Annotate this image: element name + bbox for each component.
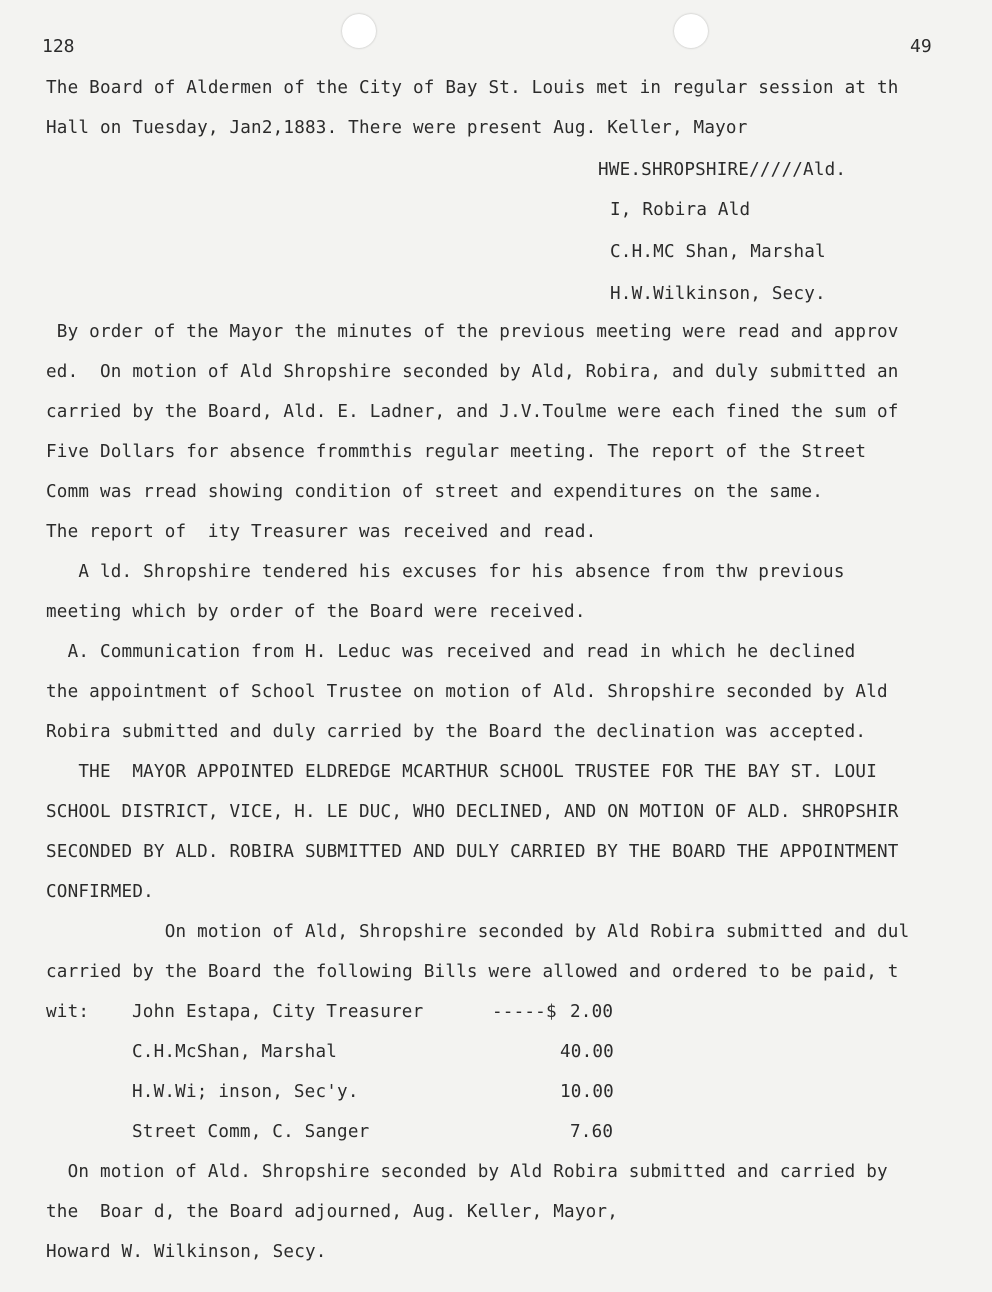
bill-amount: 2.00 (570, 1002, 614, 1022)
bills-lead: wit: (46, 1002, 90, 1022)
attendee-line: I, Robira Ald (610, 200, 751, 220)
bill-amount: 10.00 (560, 1082, 614, 1102)
body-line: SECONDED BY ALD. ROBIRA SUBMITTED AND DULY CARRIED BY THE BOARD THE APPOINTMENT (46, 842, 899, 862)
bill-payee: C.H.McShan, Marshal (132, 1042, 338, 1062)
closing-line: Howard W. Wilkinson, Secy. (46, 1242, 327, 1262)
bill-payee: H.W.Wi; inson, Sec'y. (132, 1082, 359, 1102)
body-line: A ld. Shropshire tendered his excuses for his absence from thw previous (46, 562, 845, 582)
body-line: The report of ity Treasurer was received and read. (46, 522, 597, 542)
page-number-left: 128 (42, 36, 75, 57)
body-line: ed. On motion of Ald Shropshire seconded by Ald, Robira, and duly submitted an (46, 362, 899, 382)
body-line: the appointment of School Trustee on motion of Ald. Shropshire seconded by Ald (46, 682, 888, 702)
body-line: By order of the Mayor the minutes of the previous meeting were read and approv (46, 322, 899, 342)
bill-leader: -----$ (492, 1002, 557, 1022)
body-line: Five Dollars for absence frommthis regular meeting. The report of the Street (46, 442, 867, 462)
body-line: Comm was rread showing condition of street and expenditures on the same. (46, 482, 824, 502)
closing-line: On motion of Ald. Shropshire seconded by Ald Robira submitted and carried by (46, 1162, 888, 1182)
minutes-header-line: The Board of Aldermen of the City of Bay St. Louis met in regular session at th (46, 78, 899, 98)
body-line: Robira submitted and duly carried by the Board the declination was accepted. (46, 722, 867, 742)
bill-amount: 40.00 (560, 1042, 614, 1062)
page-number-right: 49 (910, 36, 932, 57)
bill-amount: 7.60 (570, 1122, 614, 1142)
body-line: SCHOOL DISTRICT, VICE, H. LE DUC, WHO DECLINED, AND ON MOTION OF ALD. SHROPSHIR (46, 802, 899, 822)
closing-line: the Boar d, the Board adjourned, Aug. Keller, Mayor, (46, 1202, 618, 1222)
punch-hole (342, 14, 376, 48)
minutes-header-line: Hall on Tuesday, Jan2,1883. There were present Aug. Keller, Mayor (46, 118, 748, 138)
body-line: On motion of Ald, Shropshire seconded by Ald Robira submitted and dul (46, 922, 910, 942)
attendee-line: C.H.MC Shan, Marshal (610, 242, 826, 262)
punch-hole (674, 14, 708, 48)
attendee-line: H.W.Wilkinson, Secy. (610, 284, 826, 304)
body-line: carried by the Board the following Bills were allowed and ordered to be paid, t (46, 962, 899, 982)
bill-payee: Street Comm, C. Sanger (132, 1122, 370, 1142)
body-line: A. Communication from H. Leduc was received and read in which he declined (46, 642, 856, 662)
bill-payee: John Estapa, City Treasurer (132, 1002, 424, 1022)
body-line: meeting which by order of the Board were received. (46, 602, 586, 622)
body-line: CONFIRMED. (46, 882, 154, 902)
body-line: carried by the Board, Ald. E. Ladner, and J.V.Toulme were each fined the sum of (46, 402, 899, 422)
body-line: THE MAYOR APPOINTED ELDREDGE MCARTHUR SCHOOL TRUSTEE FOR THE BAY ST. LOUI (46, 762, 878, 782)
attendee-line: HWE.SHROPSHIRE/////Ald. (598, 160, 847, 180)
